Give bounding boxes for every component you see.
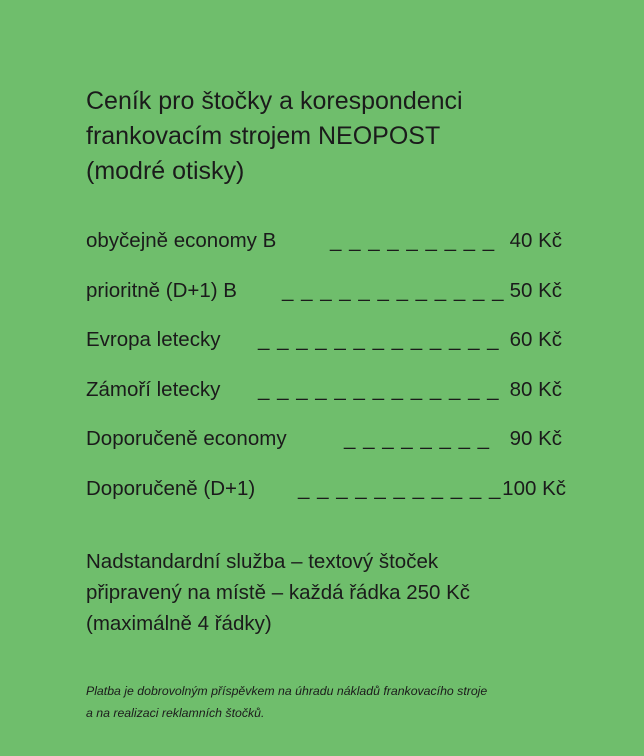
price-row-value: 80 Kč: [509, 377, 562, 401]
price-row-overseas: [86, 373, 576, 423]
price-row-value: 90 Kč: [509, 427, 562, 450]
price-row-label: Zámoří letecky: [86, 377, 221, 401]
price-row-leader: _ _ _ _ _ _ _ _ _: [330, 229, 496, 252]
price-row-label: obyčejně economy B: [86, 229, 277, 252]
price-row-label: Doporučeně (D+1): [86, 476, 256, 500]
price-row-leader: _ _ _ _ _ _ _ _: [344, 427, 491, 450]
price-row-leader: _ _ _ _ _ _ _ _ _ _ _: [298, 476, 502, 500]
title-line-2: frankovacím strojem NEOPOST: [86, 122, 441, 150]
title-line-1: Ceník pro štočky a korespondenci: [86, 87, 463, 115]
price-row-leader: _ _ _ _ _ _ _ _ _ _ _ _ _: [258, 328, 500, 351]
extra-service-text: [86, 546, 626, 639]
price-row-registered-priority: [86, 472, 576, 522]
extra-line-3: (maximálně 4 řádky): [86, 612, 272, 635]
extra-line-2: připravený na místě – každá řádka 250 Kč: [86, 581, 471, 604]
price-row-label: Evropa letecky: [86, 328, 221, 351]
price-row-value: 60 Kč: [509, 328, 562, 351]
price-row-value: 100 Kč: [502, 476, 566, 500]
price-row-priority: [86, 274, 576, 324]
price-row-label: Doporučeně economy: [86, 427, 287, 450]
extra-line-1: Nadstandardní služba – textový štoček: [86, 550, 439, 573]
price-row-label: prioritně (D+1) B: [86, 278, 237, 302]
note-line-2: a na realizaci reklamních štočků.: [86, 706, 265, 720]
price-row-europe: [86, 323, 576, 373]
page-title: [86, 84, 606, 189]
note-line-1: Platba je dobrovolným příspěvkem na úhradu nákladů frankovacího stroje: [86, 684, 488, 698]
price-row-value: 40 Kč: [509, 229, 562, 252]
price-row-value: 50 Kč: [509, 278, 562, 302]
title-line-3: (modré otisky): [86, 157, 245, 185]
payment-note: [86, 680, 626, 724]
price-row-leader: _ _ _ _ _ _ _ _ _ _ _ _: [282, 278, 505, 302]
price-list: [86, 224, 576, 521]
price-row-leader: _ _ _ _ _ _ _ _ _ _ _ _ _: [258, 377, 500, 401]
price-row-registered-economy: [86, 422, 576, 472]
price-row-economy: [86, 224, 576, 274]
